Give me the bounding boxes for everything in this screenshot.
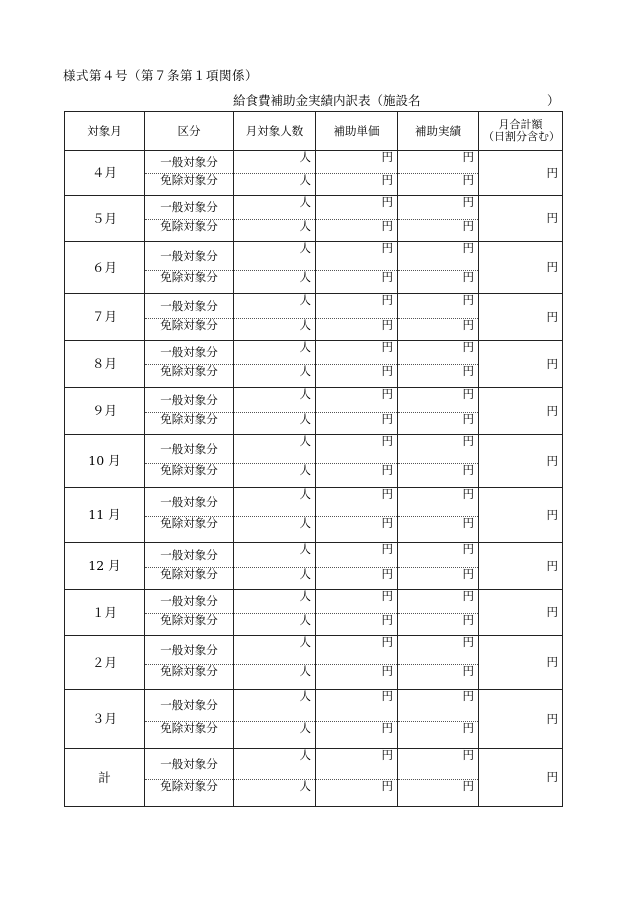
subsidy-result-cell: 円 bbox=[398, 220, 479, 242]
category-general: 一般対象分 bbox=[145, 388, 234, 413]
category-general: 一般対象分 bbox=[145, 242, 234, 271]
subsidy-result-cell: 円 bbox=[398, 614, 479, 636]
monthly-total-cell: 円 bbox=[479, 341, 563, 388]
persons-cell: 人 bbox=[234, 174, 316, 196]
unit-price-cell: 円 bbox=[316, 780, 398, 807]
subsidy-result-cell: 円 bbox=[398, 196, 479, 220]
subsidy-result-cell: 円 bbox=[398, 341, 479, 365]
persons-cell: 人 bbox=[234, 220, 316, 242]
subsidy-result-cell: 円 bbox=[398, 242, 479, 271]
month-label: ６月 bbox=[65, 242, 145, 294]
category-general: 一般対象分 bbox=[145, 690, 234, 722]
table-row bbox=[65, 242, 563, 271]
category-general: 一般対象分 bbox=[145, 543, 234, 568]
subsidy-result-cell: 円 bbox=[398, 690, 479, 722]
category-general: 一般対象分 bbox=[145, 435, 234, 464]
table-title bbox=[233, 91, 563, 109]
persons-cell: 人 bbox=[234, 365, 316, 388]
table-row bbox=[65, 388, 563, 413]
unit-price-cell: 円 bbox=[316, 271, 398, 294]
monthly-total-cell: 円 bbox=[479, 435, 563, 488]
category-exempt: 免除対象分 bbox=[145, 665, 234, 690]
unit-price-cell: 円 bbox=[316, 294, 398, 319]
monthly-total-cell: 円 bbox=[479, 636, 563, 690]
persons-cell: 人 bbox=[234, 151, 316, 174]
category-exempt: 免除対象分 bbox=[145, 568, 234, 590]
persons-cell: 人 bbox=[234, 543, 316, 568]
category-general: 一般対象分 bbox=[145, 590, 234, 614]
subsidy-result-cell: 円 bbox=[398, 319, 479, 341]
persons-cell: 人 bbox=[234, 636, 316, 665]
header-row bbox=[65, 112, 563, 151]
table-title-text: 給食費補助金実績内訳表（施設名 bbox=[233, 93, 421, 108]
table-row bbox=[65, 749, 563, 780]
subsidy-result-cell: 円 bbox=[398, 636, 479, 665]
category-exempt: 免除対象分 bbox=[145, 413, 234, 435]
category-exempt: 免除対象分 bbox=[145, 271, 234, 294]
month-label: ７月 bbox=[65, 294, 145, 341]
unit-price-cell: 円 bbox=[316, 665, 398, 690]
monthly-total-cell: 円 bbox=[479, 294, 563, 341]
monthly-total-cell: 円 bbox=[479, 690, 563, 749]
category-general: 一般対象分 bbox=[145, 294, 234, 319]
unit-price-cell: 円 bbox=[316, 220, 398, 242]
category-exempt: 免除対象分 bbox=[145, 614, 234, 636]
unit-price-cell: 円 bbox=[316, 413, 398, 435]
persons-cell: 人 bbox=[234, 319, 316, 341]
unit-price-cell: 円 bbox=[316, 590, 398, 614]
monthly-total-cell: 円 bbox=[479, 488, 563, 543]
table-row bbox=[65, 543, 563, 568]
unit-price-cell: 円 bbox=[316, 690, 398, 722]
unit-price-cell: 円 bbox=[316, 196, 398, 220]
header-subsidy-result: 補助実績 bbox=[398, 112, 479, 151]
unit-price-cell: 円 bbox=[316, 488, 398, 517]
subsidy-result-cell: 円 bbox=[398, 722, 479, 749]
persons-cell: 人 bbox=[234, 196, 316, 220]
category-exempt: 免除対象分 bbox=[145, 174, 234, 196]
persons-cell: 人 bbox=[234, 614, 316, 636]
category-exempt: 免除対象分 bbox=[145, 220, 234, 242]
month-label: 計 bbox=[65, 749, 145, 807]
persons-cell: 人 bbox=[234, 435, 316, 464]
subsidy-result-cell: 円 bbox=[398, 388, 479, 413]
header-monthly-total bbox=[479, 112, 563, 151]
persons-cell: 人 bbox=[234, 590, 316, 614]
header-monthly-total-line: （日割分含む） bbox=[483, 130, 560, 143]
persons-cell: 人 bbox=[234, 464, 316, 488]
monthly-total-cell: 円 bbox=[479, 151, 563, 196]
category-exempt: 免除対象分 bbox=[145, 319, 234, 341]
subsidy-result-cell: 円 bbox=[398, 568, 479, 590]
unit-price-cell: 円 bbox=[316, 341, 398, 365]
unit-price-cell: 円 bbox=[316, 365, 398, 388]
category-exempt: 免除対象分 bbox=[145, 780, 234, 807]
unit-price-cell: 円 bbox=[316, 464, 398, 488]
month-label: ２月 bbox=[65, 636, 145, 690]
unit-price-cell: 円 bbox=[316, 319, 398, 341]
month-label: ９月 bbox=[65, 388, 145, 435]
monthly-total-cell: 円 bbox=[479, 543, 563, 590]
category-general: 一般対象分 bbox=[145, 196, 234, 220]
subsidy-result-cell: 円 bbox=[398, 488, 479, 517]
monthly-total-cell: 円 bbox=[479, 242, 563, 294]
unit-price-cell: 円 bbox=[316, 388, 398, 413]
subsidy-result-cell: 円 bbox=[398, 517, 479, 543]
unit-price-cell: 円 bbox=[316, 722, 398, 749]
persons-cell: 人 bbox=[234, 388, 316, 413]
persons-cell: 人 bbox=[234, 341, 316, 365]
persons-cell: 人 bbox=[234, 517, 316, 543]
subsidy-result-cell: 円 bbox=[398, 271, 479, 294]
month-label: ３月 bbox=[65, 690, 145, 749]
table-row bbox=[65, 435, 563, 464]
header-category: 区分 bbox=[145, 112, 234, 151]
persons-cell: 人 bbox=[234, 413, 316, 435]
monthly-total-cell: 円 bbox=[479, 196, 563, 242]
subsidy-result-cell: 円 bbox=[398, 464, 479, 488]
subsidy-result-cell: 円 bbox=[398, 780, 479, 807]
monthly-total-cell: 円 bbox=[479, 388, 563, 435]
subsidy-result-cell: 円 bbox=[398, 435, 479, 464]
unit-price-cell: 円 bbox=[316, 568, 398, 590]
subsidy-result-cell: 円 bbox=[398, 365, 479, 388]
subsidy-result-cell: 円 bbox=[398, 413, 479, 435]
subsidy-result-cell: 円 bbox=[398, 151, 479, 174]
category-exempt: 免除対象分 bbox=[145, 365, 234, 388]
table-row bbox=[65, 690, 563, 722]
subsidy-breakdown-table bbox=[64, 111, 563, 807]
unit-price-cell: 円 bbox=[316, 151, 398, 174]
unit-price-cell: 円 bbox=[316, 543, 398, 568]
subsidy-result-cell: 円 bbox=[398, 665, 479, 690]
month-label: ５月 bbox=[65, 196, 145, 242]
table-row bbox=[65, 590, 563, 614]
category-exempt: 免除対象分 bbox=[145, 722, 234, 749]
table-title-closing-paren: ） bbox=[547, 93, 560, 108]
table-row bbox=[65, 151, 563, 174]
subsidy-result-cell: 円 bbox=[398, 749, 479, 780]
month-label: ８月 bbox=[65, 341, 145, 388]
table-row bbox=[65, 294, 563, 319]
category-exempt: 免除対象分 bbox=[145, 464, 234, 488]
persons-cell: 人 bbox=[234, 294, 316, 319]
persons-cell: 人 bbox=[234, 242, 316, 271]
unit-price-cell: 円 bbox=[316, 614, 398, 636]
subsidy-result-cell: 円 bbox=[398, 294, 479, 319]
persons-cell: 人 bbox=[234, 749, 316, 780]
persons-cell: 人 bbox=[234, 271, 316, 294]
form-number: 様式第４号（第７条第１項関係） bbox=[63, 68, 259, 83]
table-row bbox=[65, 196, 563, 220]
monthly-total-cell: 円 bbox=[479, 590, 563, 636]
month-label: 12 月 bbox=[65, 543, 145, 590]
persons-cell: 人 bbox=[234, 568, 316, 590]
month-label: １月 bbox=[65, 590, 145, 636]
header-monthly-total-line: 月合計額 bbox=[498, 117, 543, 131]
subsidy-result-cell: 円 bbox=[398, 590, 479, 614]
subsidy-result-cell: 円 bbox=[398, 543, 479, 568]
persons-cell: 人 bbox=[234, 488, 316, 517]
unit-price-cell: 円 bbox=[316, 517, 398, 543]
header-month: 対象月 bbox=[65, 112, 145, 151]
category-general: 一般対象分 bbox=[145, 488, 234, 517]
header-unit-price: 補助単価 bbox=[316, 112, 398, 151]
category-general: 一般対象分 bbox=[145, 749, 234, 780]
category-exempt: 免除対象分 bbox=[145, 517, 234, 543]
header-monthly-persons: 月対象人数 bbox=[234, 112, 316, 151]
persons-cell: 人 bbox=[234, 665, 316, 690]
subsidy-result-cell: 円 bbox=[398, 174, 479, 196]
category-general: 一般対象分 bbox=[145, 151, 234, 174]
month-label: 10 月 bbox=[65, 435, 145, 488]
table-row bbox=[65, 341, 563, 365]
persons-cell: 人 bbox=[234, 780, 316, 807]
month-label: ４月 bbox=[65, 151, 145, 196]
category-general: 一般対象分 bbox=[145, 636, 234, 665]
table-row bbox=[65, 636, 563, 665]
unit-price-cell: 円 bbox=[316, 435, 398, 464]
monthly-total-cell: 円 bbox=[479, 749, 563, 807]
unit-price-cell: 円 bbox=[316, 242, 398, 271]
month-label: 11 月 bbox=[65, 488, 145, 543]
unit-price-cell: 円 bbox=[316, 174, 398, 196]
unit-price-cell: 円 bbox=[316, 636, 398, 665]
persons-cell: 人 bbox=[234, 722, 316, 749]
table-row bbox=[65, 488, 563, 517]
category-general: 一般対象分 bbox=[145, 341, 234, 365]
unit-price-cell: 円 bbox=[316, 749, 398, 780]
persons-cell: 人 bbox=[234, 690, 316, 722]
